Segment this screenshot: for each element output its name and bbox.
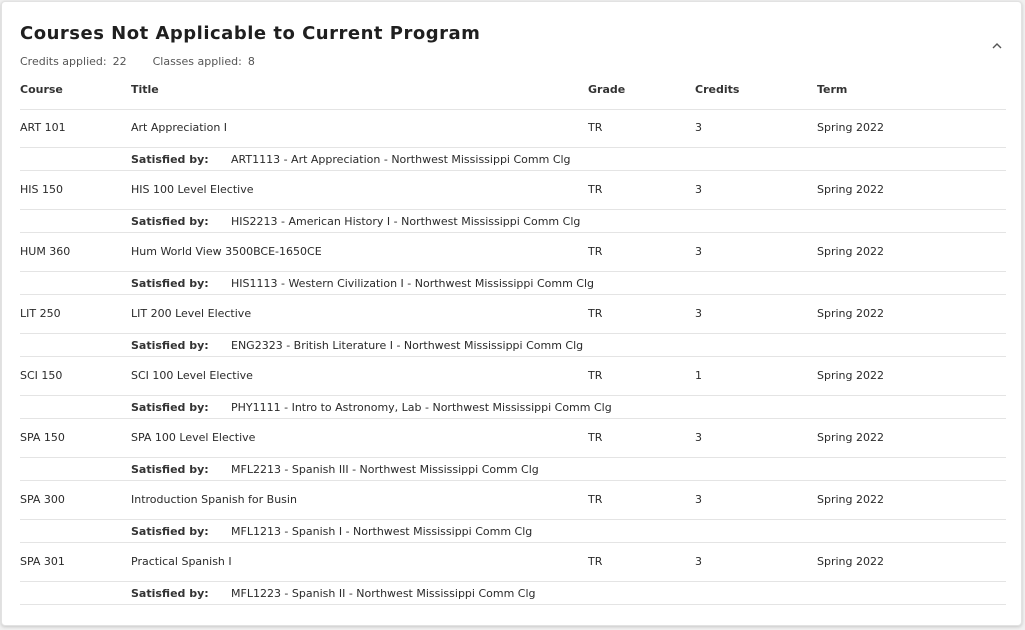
course-title-cell: Practical Spanish I — [131, 555, 232, 568]
summary-spacer — [133, 55, 147, 68]
credits-cell: 1 — [695, 369, 702, 382]
course-code-cell: SPA 150 — [20, 431, 65, 444]
table-row — [20, 109, 1006, 148]
term-cell: Spring 2022 — [817, 183, 884, 196]
satisfied-by-row — [20, 210, 1006, 233]
term-cell: Spring 2022 — [817, 493, 884, 506]
credits-cell: 3 — [695, 431, 702, 444]
satisfied-by-row — [20, 458, 1006, 481]
credits-applied-value: 22 — [112, 55, 127, 68]
summary-line — [20, 55, 255, 68]
grade-cell: TR — [588, 431, 603, 444]
course-code-cell: SPA 300 — [20, 493, 65, 506]
satisfied-by-row — [20, 334, 1006, 357]
credits-cell: 3 — [695, 307, 702, 320]
term-cell: Spring 2022 — [817, 369, 884, 382]
satisfied-by-label: Satisfied by: — [131, 153, 209, 166]
satisfied-by-value: ART1113 - Art Appreciation - Northwest Mississippi Comm Clg — [231, 153, 571, 166]
credits-cell: 3 — [695, 245, 702, 258]
grade-cell: TR — [588, 121, 603, 134]
term-cell: Spring 2022 — [817, 121, 884, 134]
course-title-cell: SCI 100 Level Elective — [131, 369, 253, 382]
grade-cell: TR — [588, 555, 603, 568]
satisfied-by-value: MFL2213 - Spanish III - Northwest Mississippi Comm Clg — [231, 463, 539, 476]
column-credits: Credits — [695, 83, 740, 96]
grade-cell: TR — [588, 245, 603, 258]
credits-cell: 3 — [695, 555, 702, 568]
grade-cell: TR — [588, 183, 603, 196]
classes-applied-label: Classes applied: — [152, 55, 242, 68]
satisfied-by-value: HIS2213 - American History I - Northwest Mississippi Comm Clg — [231, 215, 581, 228]
satisfied-by-label: Satisfied by: — [131, 463, 209, 476]
table-header — [20, 82, 1006, 110]
column-term: Term — [817, 83, 848, 96]
course-title-cell: Art Appreciation I — [131, 121, 228, 134]
course-code-cell: SPA 301 — [20, 555, 65, 568]
course-title-cell: SPA 100 Level Elective — [131, 431, 256, 444]
course-title-cell: Introduction Spanish for Busin — [131, 493, 297, 506]
credits-cell: 3 — [695, 121, 702, 134]
table-row — [20, 295, 1006, 334]
column-grade: Grade — [588, 83, 626, 96]
table-row — [20, 419, 1006, 458]
satisfied-by-label: Satisfied by: — [131, 277, 209, 290]
grade-cell: TR — [588, 369, 603, 382]
table-row — [20, 171, 1006, 210]
course-code-cell: HUM 360 — [20, 245, 71, 258]
table-row — [20, 233, 1006, 272]
credits-cell: 3 — [695, 183, 702, 196]
grade-cell: TR — [588, 493, 603, 506]
course-title-cell: HIS 100 Level Elective — [131, 183, 254, 196]
satisfied-by-value: MFL1213 - Spanish I - Northwest Mississippi Comm Clg — [231, 525, 533, 538]
satisfied-by-value: ENG2323 - British Literature I - Northwest Mississippi Comm Clg — [231, 339, 584, 352]
satisfied-by-row — [20, 520, 1006, 543]
column-course: Course — [20, 83, 63, 96]
term-cell: Spring 2022 — [817, 431, 884, 444]
course-code-cell: HIS 150 — [20, 183, 63, 196]
term-cell: Spring 2022 — [817, 307, 884, 320]
chevron-up-icon[interactable] — [989, 38, 1005, 54]
classes-applied-value: 8 — [247, 55, 255, 68]
satisfied-by-label: Satisfied by: — [131, 339, 209, 352]
satisfied-by-label: Satisfied by: — [131, 525, 209, 538]
course-title-cell: LIT 200 Level Elective — [131, 307, 252, 320]
column-title: Title — [131, 83, 159, 96]
credits-applied-label: Credits applied: — [20, 55, 107, 68]
courses-card — [1, 1, 1022, 626]
satisfied-by-label: Satisfied by: — [131, 587, 209, 600]
course-code-cell: SCI 150 — [20, 369, 63, 382]
satisfied-by-label: Satisfied by: — [131, 401, 209, 414]
table-row — [20, 543, 1006, 582]
satisfied-by-label: Satisfied by: — [131, 215, 209, 228]
course-code-cell: LIT 250 — [20, 307, 61, 320]
satisfied-by-row — [20, 582, 1006, 605]
satisfied-by-row — [20, 148, 1006, 171]
satisfied-by-row — [20, 272, 1006, 295]
credits-cell: 3 — [695, 493, 702, 506]
term-cell: Spring 2022 — [817, 245, 884, 258]
satisfied-by-value: PHY1111 - Intro to Astronomy, Lab - Northwest Mississippi Comm Clg — [231, 401, 612, 414]
term-cell: Spring 2022 — [817, 555, 884, 568]
satisfied-by-value: MFL1223 - Spanish II - Northwest Mississippi Comm Clg — [231, 587, 536, 600]
table-row — [20, 357, 1006, 396]
course-table-body — [20, 109, 1006, 605]
course-code-cell: ART 101 — [20, 121, 66, 134]
course-title-cell: Hum World View 3500BCE-1650CE — [131, 245, 322, 258]
satisfied-by-value: HIS1113 - Western Civilization I - Northwest Mississippi Comm Clg — [231, 277, 594, 290]
table-row — [20, 481, 1006, 520]
grade-cell: TR — [588, 307, 603, 320]
page-title: Courses Not Applicable to Current Program — [20, 23, 481, 44]
satisfied-by-row — [20, 396, 1006, 419]
